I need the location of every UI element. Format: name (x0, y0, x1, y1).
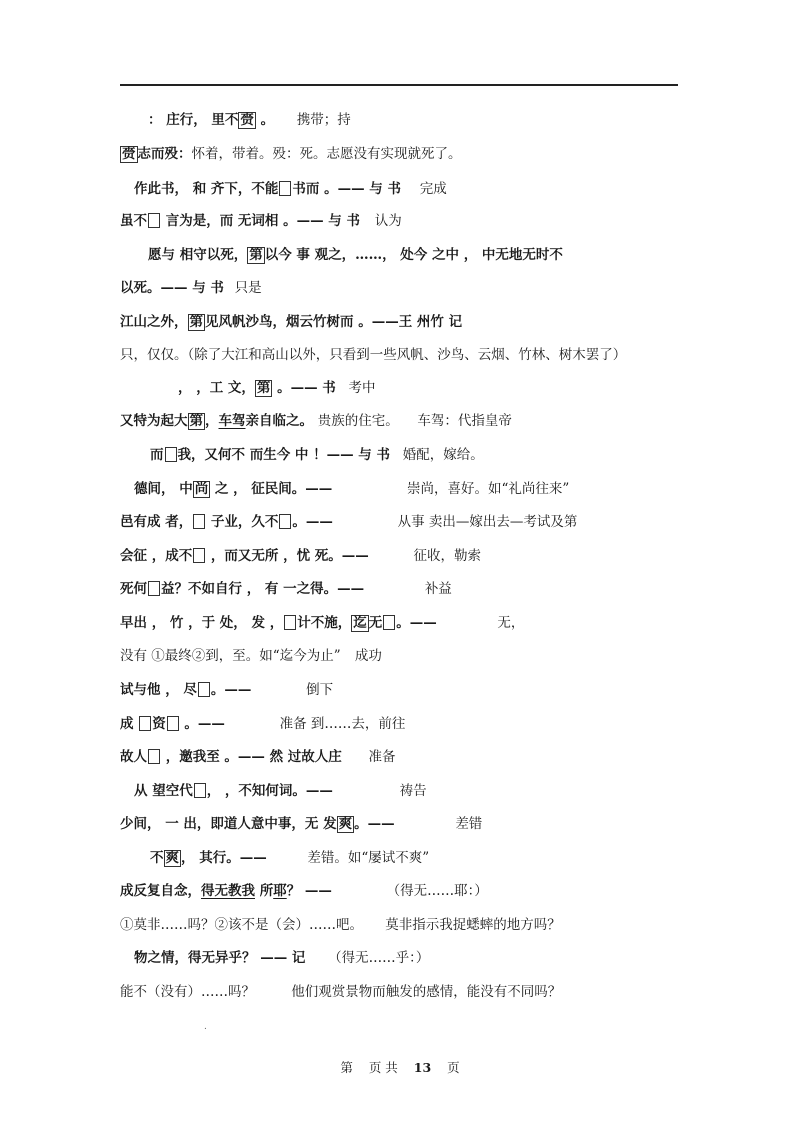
text-line: 能不（没有）……吗？ 他们观赏景物而触发的感情，能没有不同吗？ (120, 984, 562, 1000)
text-line: 物之情，得无异乎？ —— 记 （得无……乎：） (134, 950, 430, 966)
text-line: 不 爽 ， 其行。—— 差错。如“屡试不爽” (150, 850, 430, 866)
text-line: 从 望空代 ， ，不知何词。—— 祷告 (134, 783, 427, 799)
text-line: 少间， 一 出，即道人意中事，无 发 爽 。—— 差错 (120, 816, 483, 832)
text-line: 试与他 ， 尽 。—— 倒下 (120, 682, 334, 698)
footer-suffix: 页 (447, 1060, 460, 1075)
header-rule (120, 84, 678, 86)
decorative-dot: . (204, 1022, 207, 1032)
footer-prefix: 第 (340, 1060, 353, 1075)
text-line: ①莫非……吗？②该不是（会）……吧。 莫非指示我捉蟋蟀的地方吗？ (120, 917, 561, 933)
text-line: 成 资 。—— 准备 到……去，前往 (120, 716, 406, 732)
text-line: 没有 ①最终②到，至。如“迄今为止” 成功 (120, 648, 382, 664)
text-line: 德间， 中 尚 之 ， 征民间。—— 崇尚，喜好。如“礼尚往来” (134, 481, 570, 497)
text-line: 故人 ，邀我至 。—— 然 过故人庄 准备 (120, 749, 396, 765)
text-line: ： 庄行， 里不 赍 。 携带；持 (148, 112, 351, 128)
text-line: 只，仅仅。（除了大江和高山以外，只看到一些风帆、沙鸟、云烟、竹林、树木罢了） (120, 347, 627, 363)
text-line: 作此书， 和 齐下，不能 书而 。—— 与 书 完成 (134, 181, 447, 197)
text-line: 成反复自念，得无教我 所耶？ —— （得无……耶：） (120, 883, 488, 899)
text-line: 江山之外， 第 见风帆沙鸟，烟云竹树而 。——王 州竹 记 (120, 314, 463, 330)
text-line: 又特为起大 第 ，车驾亲自临之。 贵族的住宅。 车驾：代指皇帝 (120, 413, 512, 429)
text-line: 赍 志而殁：怀着，带着。殁：死。志愿没有实现就死了。 (122, 146, 462, 162)
text-line: 以死。—— 与 书 只是 (120, 280, 262, 296)
page-footer (0, 1058, 800, 1076)
text-line: 早出 ， 竹 ，于 处， 发 ， 计不施， 迄 无 。—— 无， (120, 615, 525, 631)
text-line: 而 我，又何不 而生今 中 ！—— 与 书 婚配，嫁给。 (150, 447, 484, 463)
footer-total: 13 (413, 1060, 432, 1075)
text-line: 虽不 言为是，而 无词相 。—— 与 书 认为 (120, 213, 402, 229)
text-line: 邑有成 者， 子业，久不 。—— 从事 卖出—嫁出去—考试及第 (120, 514, 578, 530)
text-line: 会征 ，成不 ，而又无所 ，忧 死。—— 征收，勒索 (120, 548, 482, 564)
footer-middle: 页 共 (368, 1060, 398, 1075)
text-line: 愿与 相守以死， 第 以今 事 观之，……， 处今 之中 ， 中无地无时不 (148, 247, 563, 263)
text-line: 死何 益？不如自行 ， 有 一之得。—— 补益 (120, 581, 452, 597)
text-line: ， ，工 文， 第 。—— 书 考中 (178, 380, 376, 396)
